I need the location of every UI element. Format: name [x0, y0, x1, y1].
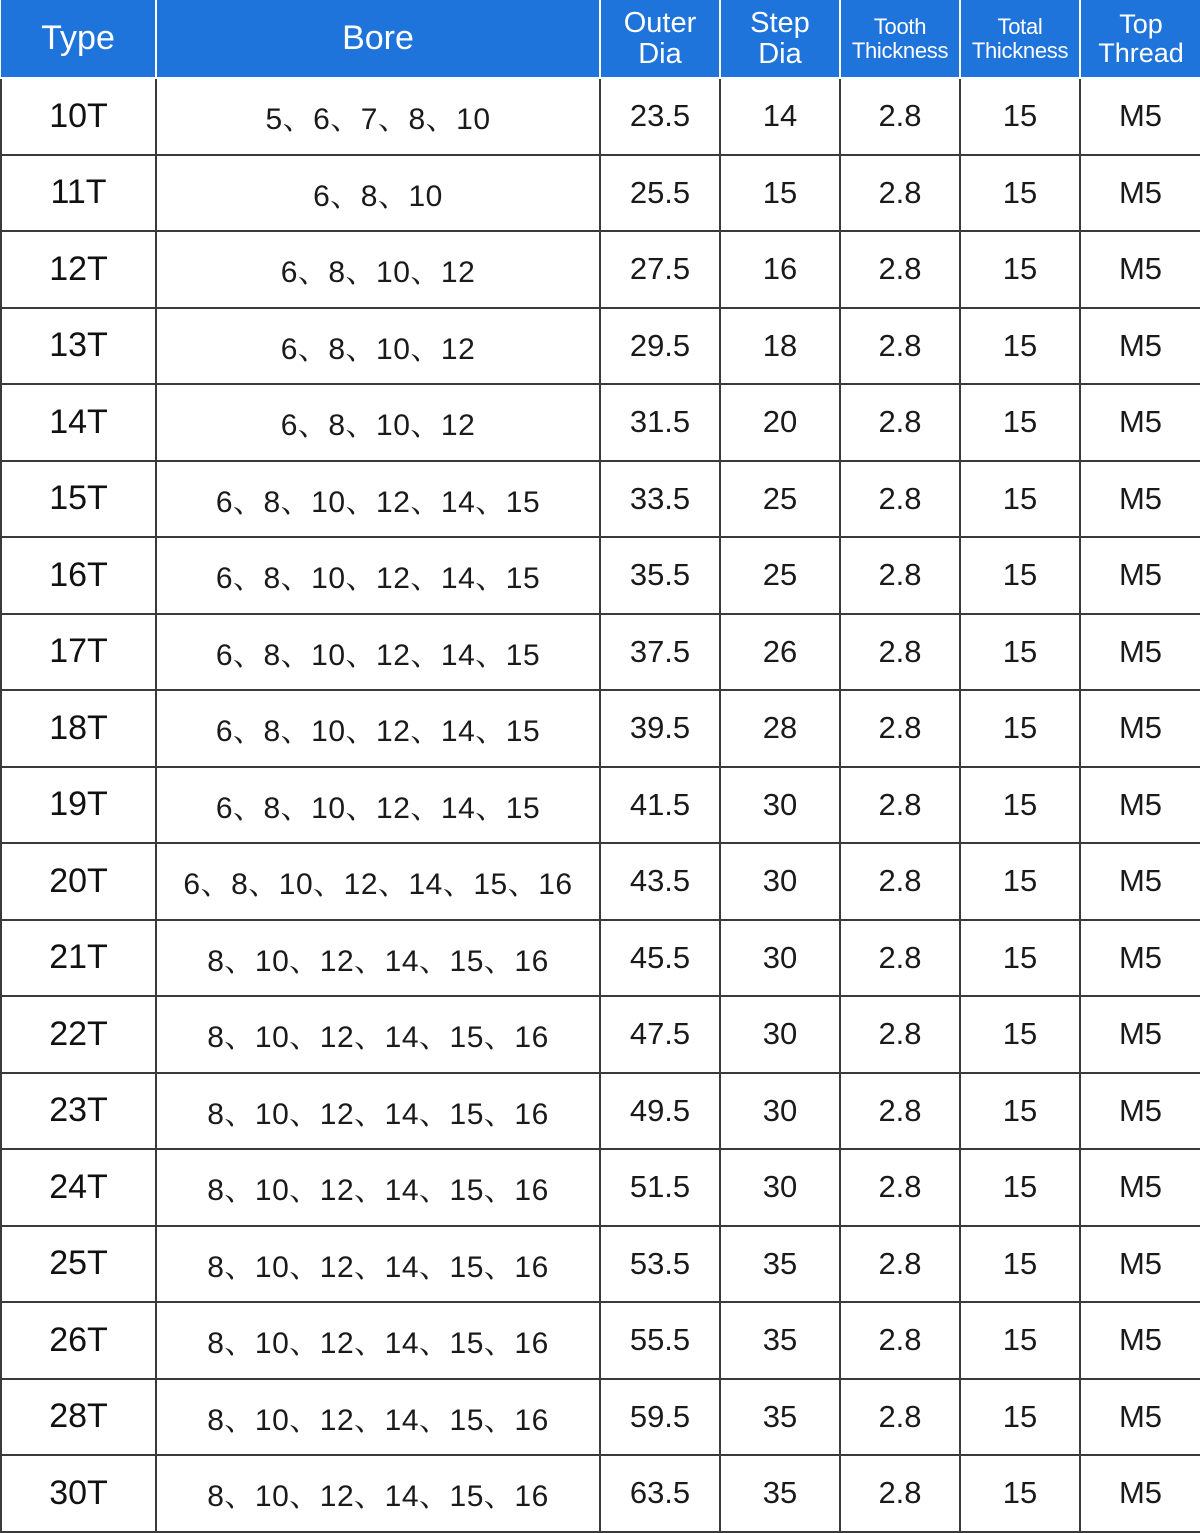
- cell-tooth-thickness: 2.8: [840, 843, 960, 920]
- cell-top-thread: M5: [1080, 308, 1200, 385]
- table-row: [1, 1302, 1200, 1379]
- cell-total-thickness: 15: [960, 1302, 1080, 1379]
- header-top-thread: [1080, 0, 1200, 78]
- cell-outer-dia: 23.5: [600, 78, 720, 155]
- cell-type: 16T: [1, 537, 156, 614]
- header-top-thread-line1: Top: [1119, 9, 1163, 40]
- cell-type: 20T: [1, 843, 156, 920]
- cell-top-thread: M5: [1080, 1226, 1200, 1303]
- cell-total-thickness: 15: [960, 231, 1080, 308]
- cell-bore: 6、8、10、12、14、15: [156, 461, 600, 538]
- table-row: [1, 461, 1200, 538]
- header-tooth-thickness: [840, 0, 960, 78]
- cell-step-dia: 14: [720, 78, 840, 155]
- cell-total-thickness: 15: [960, 690, 1080, 767]
- table-header: [1, 0, 1200, 78]
- table-row: [1, 996, 1200, 1073]
- cell-bore: 6、8、10、12: [156, 384, 600, 461]
- cell-bore: 6、8、10、12: [156, 231, 600, 308]
- cell-total-thickness: 15: [960, 308, 1080, 385]
- cell-tooth-thickness: 2.8: [840, 537, 960, 614]
- cell-tooth-thickness: 2.8: [840, 384, 960, 461]
- cell-type: 26T: [1, 1302, 156, 1379]
- cell-total-thickness: 15: [960, 1379, 1080, 1456]
- cell-outer-dia: 37.5: [600, 614, 720, 691]
- cell-bore: 8、10、12、14、15、16: [156, 920, 600, 997]
- cell-bore: 8、10、12、14、15、16: [156, 1455, 600, 1532]
- cell-total-thickness: 15: [960, 920, 1080, 997]
- cell-bore: 8、10、12、14、15、16: [156, 1302, 600, 1379]
- cell-tooth-thickness: 2.8: [840, 920, 960, 997]
- table-row: [1, 1455, 1200, 1532]
- cell-outer-dia: 31.5: [600, 384, 720, 461]
- cell-total-thickness: 15: [960, 996, 1080, 1073]
- cell-outer-dia: 51.5: [600, 1149, 720, 1226]
- cell-total-thickness: 15: [960, 767, 1080, 844]
- cell-total-thickness: 15: [960, 461, 1080, 538]
- cell-outer-dia: 29.5: [600, 308, 720, 385]
- cell-outer-dia: 41.5: [600, 767, 720, 844]
- cell-top-thread: M5: [1080, 231, 1200, 308]
- cell-bore: 5、6、7、8、10: [156, 78, 600, 155]
- cell-total-thickness: 15: [960, 1073, 1080, 1150]
- cell-bore: 6、8、10、12、14、15: [156, 767, 600, 844]
- cell-outer-dia: 59.5: [600, 1379, 720, 1456]
- cell-top-thread: M5: [1080, 155, 1200, 232]
- cell-type: 24T: [1, 1149, 156, 1226]
- header-tooth-thickness-line1: Tooth: [873, 14, 927, 40]
- cell-tooth-thickness: 2.8: [840, 461, 960, 538]
- cell-type: 17T: [1, 614, 156, 691]
- cell-type: 18T: [1, 690, 156, 767]
- cell-total-thickness: 15: [960, 1226, 1080, 1303]
- header-outer-dia: [600, 0, 720, 78]
- cell-top-thread: M5: [1080, 767, 1200, 844]
- cell-bore: 8、10、12、14、15、16: [156, 1149, 600, 1226]
- header-tooth-thickness-line2: Thickness: [851, 37, 949, 63]
- cell-outer-dia: 43.5: [600, 843, 720, 920]
- cell-step-dia: 30: [720, 1149, 840, 1226]
- cell-step-dia: 35: [720, 1455, 840, 1532]
- table-row: [1, 843, 1200, 920]
- cell-outer-dia: 47.5: [600, 996, 720, 1073]
- cell-bore: 6、8、10、12: [156, 308, 600, 385]
- header-type: [1, 0, 156, 78]
- cell-step-dia: 28: [720, 690, 840, 767]
- cell-top-thread: M5: [1080, 614, 1200, 691]
- cell-top-thread: M5: [1080, 461, 1200, 538]
- cell-tooth-thickness: 2.8: [840, 78, 960, 155]
- header-type-label: Type: [41, 18, 115, 57]
- cell-type: 30T: [1, 1455, 156, 1532]
- cell-total-thickness: 15: [960, 1455, 1080, 1532]
- cell-top-thread: M5: [1080, 537, 1200, 614]
- cell-step-dia: 30: [720, 920, 840, 997]
- cell-top-thread: M5: [1080, 78, 1200, 155]
- header-outer-dia-line2: Dia: [638, 37, 682, 70]
- cell-step-dia: 35: [720, 1302, 840, 1379]
- table-row: [1, 155, 1200, 232]
- cell-bore: 6、8、10、12、14、15: [156, 614, 600, 691]
- cell-tooth-thickness: 2.8: [840, 231, 960, 308]
- cell-bore: 6、8、10: [156, 155, 600, 232]
- cell-bore: 8、10、12、14、15、16: [156, 1379, 600, 1456]
- table-row: [1, 384, 1200, 461]
- cell-outer-dia: 53.5: [600, 1226, 720, 1303]
- cell-outer-dia: 49.5: [600, 1073, 720, 1150]
- cell-outer-dia: 25.5: [600, 155, 720, 232]
- cell-tooth-thickness: 2.8: [840, 1379, 960, 1456]
- table-row: [1, 1149, 1200, 1226]
- table-row: [1, 1073, 1200, 1150]
- table-row: [1, 78, 1200, 155]
- cell-step-dia: 25: [720, 461, 840, 538]
- cell-step-dia: 30: [720, 767, 840, 844]
- header-total-thickness-line2: Thickness: [971, 37, 1069, 63]
- cell-outer-dia: 33.5: [600, 461, 720, 538]
- cell-step-dia: 30: [720, 996, 840, 1073]
- cell-tooth-thickness: 2.8: [840, 996, 960, 1073]
- cell-type: 15T: [1, 461, 156, 538]
- cell-step-dia: 30: [720, 843, 840, 920]
- cell-outer-dia: 45.5: [600, 920, 720, 997]
- cell-tooth-thickness: 2.8: [840, 767, 960, 844]
- header-top-thread-line2: Thread: [1098, 37, 1184, 68]
- cell-total-thickness: 15: [960, 537, 1080, 614]
- cell-top-thread: M5: [1080, 1455, 1200, 1532]
- cell-type: 14T: [1, 384, 156, 461]
- cell-total-thickness: 15: [960, 384, 1080, 461]
- table-row: [1, 614, 1200, 691]
- cell-step-dia: 25: [720, 537, 840, 614]
- header-bore-label: Bore: [342, 18, 414, 57]
- table-row: [1, 1226, 1200, 1303]
- cell-type: 19T: [1, 767, 156, 844]
- cell-total-thickness: 15: [960, 843, 1080, 920]
- cell-tooth-thickness: 2.8: [840, 690, 960, 767]
- cell-step-dia: 16: [720, 231, 840, 308]
- cell-outer-dia: 55.5: [600, 1302, 720, 1379]
- cell-tooth-thickness: 2.8: [840, 1226, 960, 1303]
- cell-step-dia: 35: [720, 1379, 840, 1456]
- cell-bore: 8、10、12、14、15、16: [156, 1073, 600, 1150]
- header-total-thickness: [960, 0, 1080, 78]
- cell-tooth-thickness: 2.8: [840, 155, 960, 232]
- table-row: [1, 1379, 1200, 1456]
- cell-type: 12T: [1, 231, 156, 308]
- cell-top-thread: M5: [1080, 1379, 1200, 1456]
- cell-step-dia: 20: [720, 384, 840, 461]
- cell-top-thread: M5: [1080, 1302, 1200, 1379]
- table-row: [1, 231, 1200, 308]
- cell-step-dia: 18: [720, 308, 840, 385]
- cell-tooth-thickness: 2.8: [840, 1149, 960, 1226]
- cell-tooth-thickness: 2.8: [840, 1073, 960, 1150]
- cell-outer-dia: 35.5: [600, 537, 720, 614]
- table-row: [1, 920, 1200, 997]
- cell-step-dia: 30: [720, 1073, 840, 1150]
- table-row: [1, 767, 1200, 844]
- cell-type: 21T: [1, 920, 156, 997]
- cell-bore: 6、8、10、12、14、15: [156, 537, 600, 614]
- cell-top-thread: M5: [1080, 690, 1200, 767]
- cell-type: 25T: [1, 1226, 156, 1303]
- cell-total-thickness: 15: [960, 155, 1080, 232]
- table-row: [1, 537, 1200, 614]
- cell-top-thread: M5: [1080, 1073, 1200, 1150]
- cell-tooth-thickness: 2.8: [840, 308, 960, 385]
- cell-type: 28T: [1, 1379, 156, 1456]
- cell-step-dia: 15: [720, 155, 840, 232]
- cell-bore: 8、10、12、14、15、16: [156, 996, 600, 1073]
- cell-top-thread: M5: [1080, 384, 1200, 461]
- cell-type: 22T: [1, 996, 156, 1073]
- cell-total-thickness: 15: [960, 78, 1080, 155]
- cell-tooth-thickness: 2.8: [840, 614, 960, 691]
- header-total-thickness-line1: Total: [997, 14, 1043, 40]
- header-step-dia-line2: Dia: [758, 37, 802, 70]
- cell-tooth-thickness: 2.8: [840, 1455, 960, 1532]
- cell-type: 13T: [1, 308, 156, 385]
- cell-bore: 6、8、10、12、14、15、16: [156, 843, 600, 920]
- cell-type: 11T: [1, 155, 156, 232]
- cell-total-thickness: 15: [960, 614, 1080, 691]
- cell-step-dia: 35: [720, 1226, 840, 1303]
- cell-outer-dia: 27.5: [600, 231, 720, 308]
- cell-top-thread: M5: [1080, 1149, 1200, 1226]
- header-outer-dia-line1: Outer: [623, 7, 697, 40]
- header-bore: [156, 0, 600, 78]
- cell-type: 10T: [1, 78, 156, 155]
- cell-top-thread: M5: [1080, 920, 1200, 997]
- header-step-dia-line1: Step: [750, 7, 810, 40]
- cell-type: 23T: [1, 1073, 156, 1150]
- table-body: [1, 78, 1200, 1532]
- cell-bore: 6、8、10、12、14、15: [156, 690, 600, 767]
- header-step-dia: [720, 0, 840, 78]
- cell-total-thickness: 15: [960, 1149, 1080, 1226]
- cell-bore: 8、10、12、14、15、16: [156, 1226, 600, 1303]
- cell-top-thread: M5: [1080, 843, 1200, 920]
- cell-tooth-thickness: 2.8: [840, 1302, 960, 1379]
- cell-top-thread: M5: [1080, 996, 1200, 1073]
- table-row: [1, 690, 1200, 767]
- cell-outer-dia: 39.5: [600, 690, 720, 767]
- header-row: [1, 0, 1200, 78]
- table-row: [1, 308, 1200, 385]
- cell-outer-dia: 63.5: [600, 1455, 720, 1532]
- cell-step-dia: 26: [720, 614, 840, 691]
